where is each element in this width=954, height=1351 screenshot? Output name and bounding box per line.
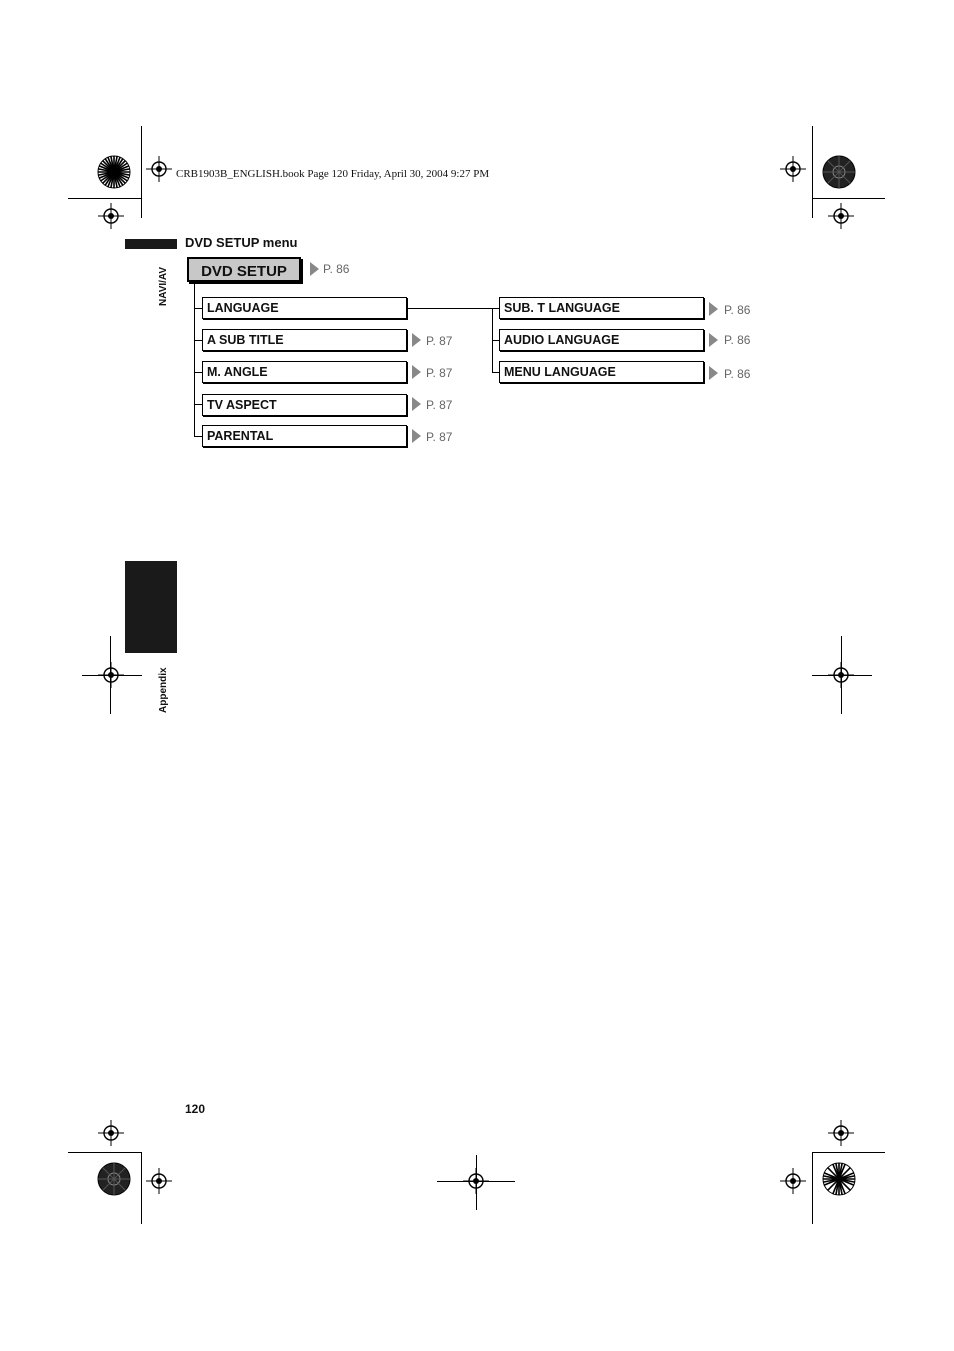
crop-line [812, 1152, 813, 1224]
page-ref-arrow-icon [412, 429, 421, 443]
registration-mark-icon [780, 156, 806, 182]
tree-trunk-line [194, 282, 195, 437]
tree-branch-line [194, 308, 202, 309]
color-wheel-mark-icon [822, 155, 856, 189]
tree-branch-line [194, 436, 202, 437]
crop-line [68, 198, 141, 199]
tree-branch-line [492, 340, 499, 341]
section-title-suffix: menu [259, 235, 298, 250]
tree-branch-line [492, 308, 499, 309]
page-ref: P. 86 [724, 303, 751, 317]
registration-mark-icon [146, 156, 172, 182]
section-title [185, 235, 297, 250]
page-ref: P. 87 [426, 366, 453, 380]
page-ref-arrow-icon [412, 333, 421, 347]
tree-branch-line [407, 308, 492, 309]
menu-item-audio-language: AUDIO LANGUAGE [499, 329, 704, 351]
root-node-dvd-setup: DVD SETUP [187, 257, 301, 282]
side-label-appendix: Appendix [158, 667, 169, 713]
crop-line [68, 1152, 141, 1153]
menu-item-tv-aspect: TV ASPECT [202, 394, 407, 416]
crop-line [82, 675, 142, 676]
page-ref: P. 87 [426, 430, 453, 444]
tree-branch-line [194, 340, 202, 341]
registration-mark-icon [146, 1168, 172, 1194]
menu-item-a-sub-title: A SUB TITLE [202, 329, 407, 351]
menu-item-m-angle: M. ANGLE [202, 361, 407, 383]
registration-mark-icon [98, 203, 124, 229]
registration-mark-icon [98, 1120, 124, 1146]
page-ref: P. 87 [426, 398, 453, 412]
page-ref-arrow-icon [709, 333, 718, 347]
section-title-main: DVD SETUP [185, 235, 260, 250]
appendix-tab [125, 561, 177, 653]
page-ref: P. 87 [426, 334, 453, 348]
tree-branch-line [194, 372, 202, 373]
crop-line [141, 126, 142, 218]
page-ref: P. 86 [724, 367, 751, 381]
color-wheel-mark-icon [97, 1162, 131, 1196]
page-ref-arrow-icon [310, 262, 319, 276]
page-ref: P. 86 [724, 333, 751, 347]
print-header-info: CRB1903B_ENGLISH.book Page 120 Friday, April 30, 2004 9:27 PM [176, 168, 490, 180]
section-marker-bar [125, 239, 177, 249]
root-page-ref: P. 86 [323, 262, 350, 276]
menu-item-menu-language: MENU LANGUAGE [499, 361, 704, 383]
crop-line [812, 675, 872, 676]
tree-branch-line [492, 372, 499, 373]
crop-line [141, 1152, 142, 1224]
crop-line [812, 198, 885, 199]
menu-item-parental: PARENTAL [202, 425, 407, 447]
registration-mark-icon [828, 203, 854, 229]
page-ref-arrow-icon [412, 397, 421, 411]
color-wheel-mark-icon [822, 1162, 856, 1196]
page-number: 120 [185, 1102, 206, 1116]
menu-item-language: LANGUAGE [202, 297, 407, 319]
crop-line [476, 1155, 477, 1210]
page-ref-arrow-icon [709, 366, 718, 380]
crop-line [812, 1152, 885, 1153]
page-ref-arrow-icon [412, 365, 421, 379]
registration-mark-icon [780, 1168, 806, 1194]
page-ref-arrow-icon [709, 302, 718, 316]
tree-branch-line [194, 404, 202, 405]
crop-line [812, 126, 813, 218]
side-label-navi-av: NAVI/AV [158, 266, 169, 306]
color-wheel-mark-icon [97, 155, 131, 189]
registration-mark-icon [828, 1120, 854, 1146]
menu-item-sub-t-language: SUB. T LANGUAGE [499, 297, 704, 319]
